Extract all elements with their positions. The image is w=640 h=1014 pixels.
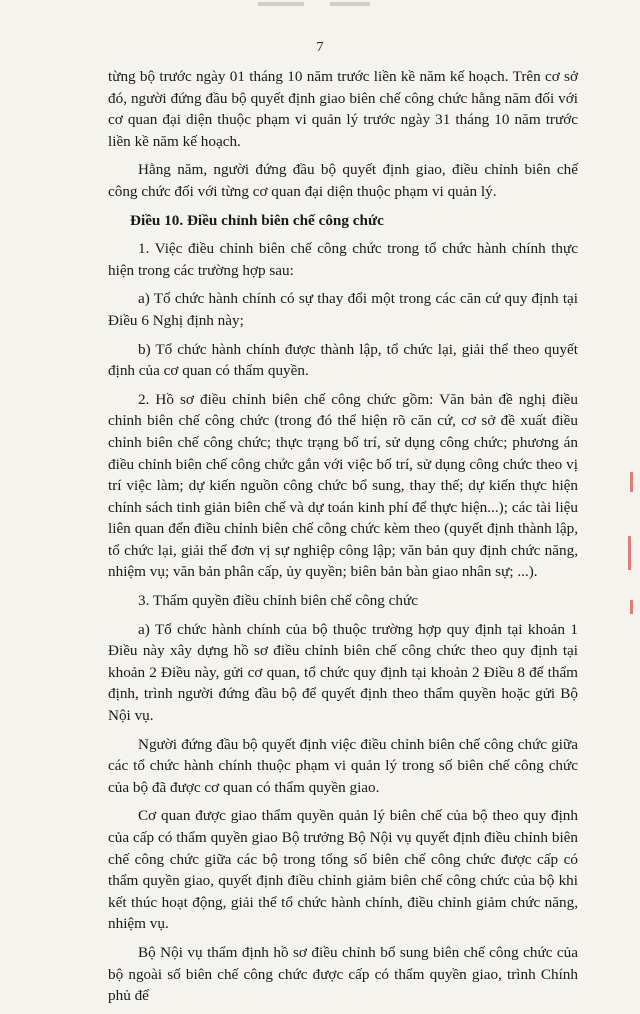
scan-smudge-right	[330, 2, 370, 6]
paragraph-3: 1. Việc điều chỉnh biên chế công chức trong tổ chức hành chính thực hiện trong các trường hợp sau:	[108, 240, 578, 279]
paragraph-5: b) Tổ chức hành chính được thành lập, tổ chức lại, giải thể theo quyết định của cơ quan có thẩm quyền.	[108, 340, 578, 380]
paragraph-6: 2. Hồ sơ điều chỉnh biên chế công chức gồm: Văn bản đề nghị điều chỉnh biên chế công chức (trong đó thể hiện rõ căn cứ, cơ sở đề xuất điều chỉnh biên chế công chức; thực trạng bố trí, sử dụng công chức; phương án điều chỉnh biên chế công chức gắn với việc bố trí, sử dụng công chức theo vị trí việc làm; dự kiến nguồn công chức bổ sung, thay thế; dự kiến thực hiện chính sách tinh giản biên chế và dự toán kinh phí để thực hiện...); các tài liệu liên quan đến điều chỉnh biên chế công chức kèm theo (quyết định thành lập, tổ chức lại, giải thể đơn vị sự nghiệp công lập; văn bản quy định chức năng, nhiệm vụ; văn bản phân cấp, ủy quyền; biên bản bàn giao nhân sự; ...).	[108, 390, 578, 581]
paragraph-1: từng bộ trước ngày 01 tháng 10 năm trước liền kề năm kế hoạch. Trên cơ sở đó, người đứng đầu bộ quyết định giao biên chế công chức hằng năm đối với cơ quan đại diện thuộc phạm vi quản lý trước ngày 31 tháng 10 năm trước liền kề năm kế hoạch.	[108, 68, 578, 150]
paragraph-11: Bộ Nội vụ thẩm định hồ sơ điều chỉnh bổ sung biên chế công chức của bộ ngoài số biên chế công chức được cấp có thẩm quyền giao, trình Chính phủ để	[108, 943, 578, 1005]
paragraph-4: a) Tổ chức hành chính có sự thay đổi một trong các căn cứ quy định tại Điều 6 Nghị định này;	[108, 290, 578, 329]
red-seal-mark-bottom	[630, 600, 633, 614]
page-number: 7	[316, 40, 324, 55]
paragraph-10: Cơ quan được giao thẩm quyền quản lý biên chế của bộ theo quy định của cấp có thẩm quyền giao Bộ trưởng Bộ Nội vụ quyết định điều chỉnh biên chế công chức giữa các bộ trong tổng số biên chế công chức được cấp có thẩm quyền giao, quyết định điều chỉnh giảm biên chế công chức của bộ khi kết thúc hoạt động, giải thể tổ chức hành chính, điều chỉnh giảm chức năng, nhiệm vụ.	[108, 807, 578, 933]
paragraph-7: 3. Thẩm quyền điều chỉnh biên chế công chức	[138, 592, 418, 610]
paragraph-9: Người đứng đầu bộ quyết định việc điều chỉnh biên chế công chức giữa các tổ chức hành chính thuộc phạm vi quản lý trong số biên chế công chức của bộ đã được cơ quan có thẩm quyền giao.	[108, 735, 578, 796]
paragraph-8: a) Tổ chức hành chính của bộ thuộc trường hợp quy định tại khoản 1 Điều này xây dựng hồ sơ điều chỉnh biên chế công chức theo quy định tại khoản 2 Điều này, gửi cơ quan, tổ chức quy định tại khoản 2 Điều 8 để thẩm định, trình người đứng đầu bộ để quyết định theo thẩm quyền hoặc gửi Bộ Nội vụ.	[108, 620, 578, 725]
article-heading: Điều 10. Điều chỉnh biên chế công chức	[130, 211, 384, 229]
red-seal-mark-middle	[628, 536, 631, 570]
scan-smudge-left	[258, 2, 304, 6]
red-seal-mark-top	[630, 472, 633, 492]
paragraph-2: Hằng năm, người đứng đầu bộ quyết định giao, điều chỉnh biên chế công chức đối với từng cơ quan đại diện thuộc phạm vi quản lý.	[108, 161, 578, 200]
document-body	[108, 66, 578, 1014]
